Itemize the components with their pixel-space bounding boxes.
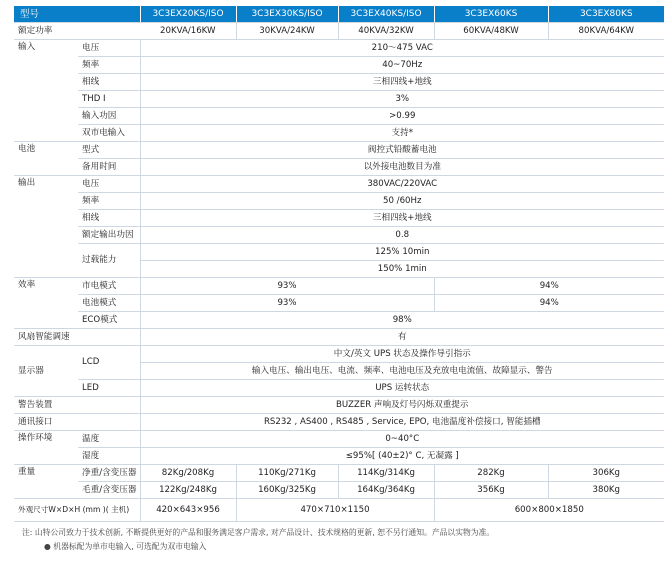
efficiency-battery-row xyxy=(14,295,664,312)
footnote-dual-input: ● 机器标配为单市电输入, 可选配为双市电输入 xyxy=(44,542,207,551)
environment-temp-row xyxy=(14,431,664,448)
environment-humidity-row xyxy=(14,448,664,465)
output-phase-label: 相线 xyxy=(78,210,140,227)
weight-net-value: 282Kg xyxy=(434,465,548,482)
weight-net-value: 110Kg/271Kg xyxy=(236,465,338,482)
efficiency-group-label: 效率 xyxy=(14,278,78,329)
output-frequency-value: 50 /60Hz xyxy=(140,193,664,210)
input-phase-value: 三相四线+地线 xyxy=(140,74,664,91)
rated-power-value: 40KVA/32KW xyxy=(338,23,434,40)
display-lcd-label: LCD xyxy=(78,346,140,380)
input-group-label: 输入 xyxy=(14,40,78,142)
weight-gross-value: 160Kg/325Kg xyxy=(236,482,338,499)
input-pf-row xyxy=(14,108,664,125)
rated-power-value: 60KVA/48KW xyxy=(434,23,548,40)
efficiency-mains-label: 市电模式 xyxy=(78,278,140,295)
display-lcd-value: 输入电压、输出电压、电流、频率、电池电压及充放电电流值、故障显示、警告 xyxy=(140,363,664,380)
input-phase-row xyxy=(14,74,664,91)
input-frequency-label: 频率 xyxy=(78,57,140,74)
alarm-row xyxy=(14,397,664,414)
weight-net-value: 82Kg/208Kg xyxy=(140,465,236,482)
output-overload-value: 150% 1min xyxy=(140,261,664,278)
dimensions-value: 470×710×1150 xyxy=(236,499,434,522)
alarm-value: BUZZER 声响及灯号闪烁双重提示 xyxy=(140,397,664,414)
rated-power-value: 20KVA/16KW xyxy=(140,23,236,40)
efficiency-mains-value: 93% xyxy=(140,278,434,295)
comm-row xyxy=(14,414,664,431)
input-voltage-value: 210～475 VAC xyxy=(140,40,664,57)
output-voltage-value: 380VAC/220VAC xyxy=(140,176,664,193)
battery-backup-label: 备用时间 xyxy=(78,159,140,176)
weight-gross-value: 356Kg xyxy=(434,482,548,499)
battery-type-value: 阀控式铅酸蓄电池 xyxy=(140,142,664,159)
output-frequency-label: 频率 xyxy=(78,193,140,210)
output-overload-row xyxy=(14,244,664,261)
input-thdi-row xyxy=(14,91,664,108)
comm-label: 通讯接口 xyxy=(14,414,140,431)
rated-power-label: 额定功率 xyxy=(14,23,140,40)
efficiency-battery-value: 93% xyxy=(140,295,434,312)
model-name: 3C3EX60KS xyxy=(434,6,548,23)
efficiency-battery-label: 电池模式 xyxy=(78,295,140,312)
model-label: 型号 xyxy=(14,6,140,23)
input-frequency-row xyxy=(14,57,664,74)
display-led-value: UPS 运转状态 xyxy=(140,380,664,397)
rated-power-value: 80KVA/64KW xyxy=(548,23,664,40)
footnote-disclaimer: 注: 山特公司致力于技术创新, 不断提供更好的产品和服务满足客户需求, 对产品设计、技术规格的更新, 恕不另行通知。产品以实物为准。 xyxy=(22,528,495,537)
footnotes xyxy=(22,526,494,554)
model-name: 3C3EX80KS xyxy=(548,6,664,23)
weight-group-label: 重量 xyxy=(14,465,78,499)
input-dual-label: 双市电输入 xyxy=(78,125,140,142)
model-name: 3C3EX40KS/ISO xyxy=(338,6,434,23)
model-name: 3C3EX20KS/ISO xyxy=(140,6,236,23)
dimensions-label: 外观尺寸W×D×H (mm )( 主机) xyxy=(14,499,140,522)
battery-backup-value: 以外接电池数目为准 xyxy=(140,159,664,176)
weight-net-row xyxy=(14,465,664,482)
battery-backup-row xyxy=(14,159,664,176)
environment-humidity-label: 湿度 xyxy=(78,448,140,465)
input-frequency-value: 40~70Hz xyxy=(140,57,664,74)
input-thdi-label: THD I xyxy=(78,91,140,108)
input-voltage-row xyxy=(14,40,664,57)
output-phase-row xyxy=(14,210,664,227)
input-phase-label: 相线 xyxy=(78,74,140,91)
battery-type-row xyxy=(14,142,664,159)
weight-net-label: 净重/含变压器 xyxy=(78,465,140,482)
comm-value: RS232 , AS400 , RS485 , Service, EPO, 电池温度补偿接口, 智能插槽 xyxy=(140,414,664,431)
efficiency-eco-label: ECO模式 xyxy=(78,312,140,329)
fan-value: 有 xyxy=(140,329,664,346)
input-dual-row xyxy=(14,125,664,142)
efficiency-mains-value: 94% xyxy=(434,278,664,295)
input-pf-value: >0.99 xyxy=(140,108,664,125)
output-group-label: 输出 xyxy=(14,176,78,278)
battery-type-label: 型式 xyxy=(78,142,140,159)
weight-gross-value: 122Kg/248Kg xyxy=(140,482,236,499)
display-led-row xyxy=(14,380,664,397)
display-lcd-value: 中文/英文 UPS 状态及操作导引指示 xyxy=(140,346,664,363)
weight-gross-value: 380Kg xyxy=(548,482,664,499)
environment-humidity-value: ≤95%[ (40±2)° C, 无凝露 ] xyxy=(140,448,664,465)
weight-net-value: 306Kg xyxy=(548,465,664,482)
display-group-label: 显示器 xyxy=(14,346,78,397)
weight-gross-label: 毛重/含变压器 xyxy=(78,482,140,499)
output-voltage-label: 电压 xyxy=(78,176,140,193)
dimensions-value: 600×800×1850 xyxy=(434,499,664,522)
output-pf-value: 0.8 xyxy=(140,227,664,244)
rated-power-row xyxy=(14,23,664,40)
output-overload-value: 125% 10min xyxy=(140,244,664,261)
display-led-label: LED xyxy=(78,380,140,397)
environment-temp-label: 温度 xyxy=(78,431,140,448)
weight-gross-row xyxy=(14,482,664,499)
input-dual-value: 支持* xyxy=(140,125,664,142)
efficiency-battery-value: 94% xyxy=(434,295,664,312)
alarm-label: 警告装置 xyxy=(14,397,140,414)
output-phase-value: 三相四线+地线 xyxy=(140,210,664,227)
output-pf-label: 额定输出功因 xyxy=(78,227,140,244)
weight-gross-value: 164Kg/364Kg xyxy=(338,482,434,499)
battery-group-label: 电池 xyxy=(14,142,78,176)
weight-net-value: 114Kg/314Kg xyxy=(338,465,434,482)
dimensions-value: 420×643×956 xyxy=(140,499,236,522)
display-lcd-row xyxy=(14,346,664,363)
efficiency-eco-row xyxy=(14,312,664,329)
fan-label: 风扇智能调速 xyxy=(14,329,140,346)
dimensions-row xyxy=(14,499,664,522)
fan-row xyxy=(14,329,664,346)
output-pf-row xyxy=(14,227,664,244)
output-voltage-row xyxy=(14,176,664,193)
input-voltage-label: 电压 xyxy=(78,40,140,57)
efficiency-eco-value: 98% xyxy=(140,312,664,329)
environment-temp-value: 0~40°C xyxy=(140,431,664,448)
header-row xyxy=(14,6,664,23)
output-overload-label: 过载能力 xyxy=(78,244,140,278)
efficiency-mains-row xyxy=(14,278,664,295)
output-frequency-row xyxy=(14,193,664,210)
model-name: 3C3EX30KS/ISO xyxy=(236,6,338,23)
rated-power-value: 30KVA/24KW xyxy=(236,23,338,40)
input-thdi-value: 3% xyxy=(140,91,664,108)
input-pf-label: 输入功因 xyxy=(78,108,140,125)
environment-group-label: 操作环境 xyxy=(14,431,78,465)
spec-table xyxy=(14,6,664,522)
